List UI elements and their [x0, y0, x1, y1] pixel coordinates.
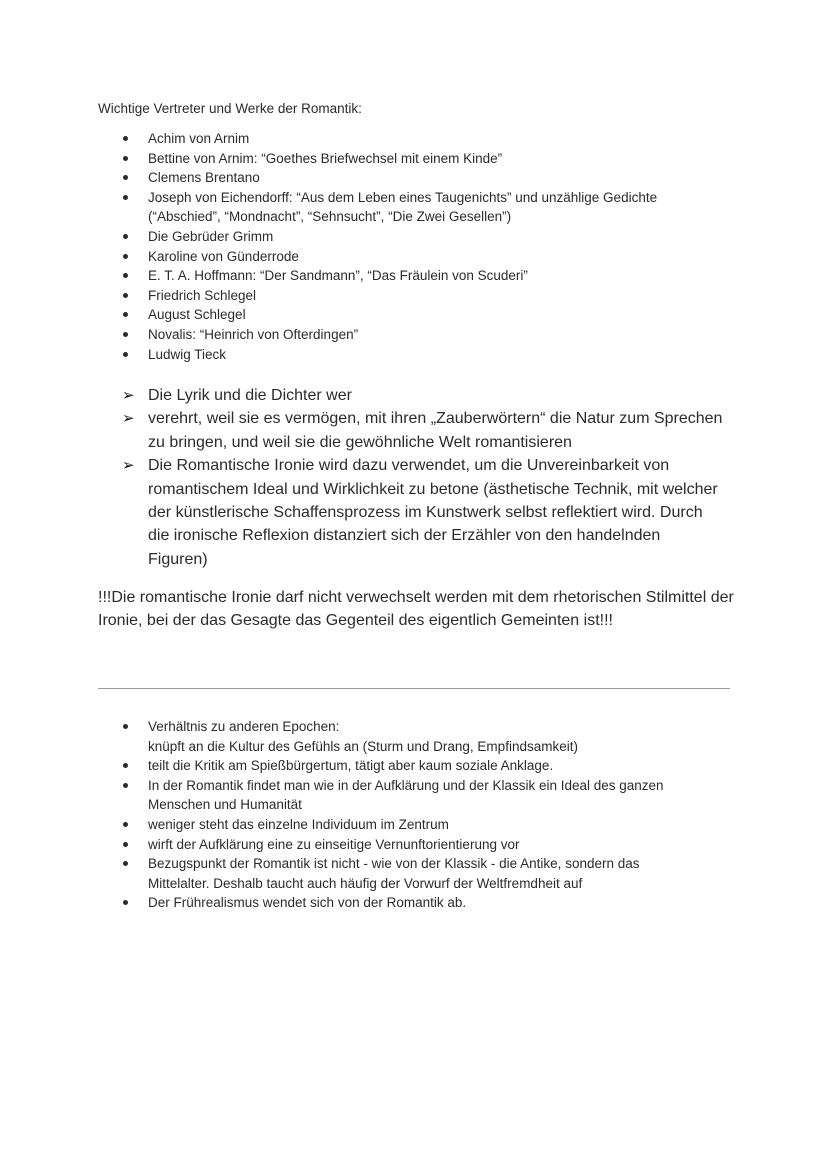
bullet-dot-icon — [123, 175, 128, 180]
list-item: August Schlegel — [0, 305, 828, 325]
list-item: Friedrich Schlegel — [0, 286, 828, 306]
list-item: Clemens Brentano — [0, 168, 828, 188]
list-item: weniger steht das einzelne Individuum im Zentrum — [0, 815, 828, 835]
arrow-list-item: ➢ Die Romantische Ironie wird dazu verwendet, um die Unvereinbarkeit von romantischem Ideal und Wirklichkeit zu betone (ästhetische Technik, mit welcher der künstlerische Schaffensprozess im Kunstwerk selbst reflektiert wird. Durch die ironische Reflexion distanziert sich der Erzähler von den handelnden Figuren) — [122, 457, 718, 568]
bullet-dot-icon — [123, 273, 128, 278]
bullet-dot-icon — [123, 156, 128, 161]
list-item: Ludwig Tieck — [0, 345, 828, 365]
bullet-dot-icon — [123, 293, 128, 298]
bullet-dot-icon — [123, 763, 128, 768]
list-item: E. T. A. Hoffmann: “Der Sandmann”, “Das Fräulein von Scuderi” — [0, 266, 828, 286]
arrow-right-icon: ➢ — [122, 410, 135, 428]
epochs-list — [0, 717, 828, 913]
list-item: Achim von Arnim — [0, 129, 828, 149]
bullet-dot-icon — [123, 900, 128, 905]
list-item: teilt die Kritik am Spießbürgertum, tätigt aber kaum soziale Anklage. — [0, 756, 828, 776]
arrow-list-item: ➢ Die Lyrik und die Dichter wer — [122, 387, 352, 404]
list-item: Karoline von Günderrode — [0, 247, 828, 267]
arrow-point-list — [0, 384, 828, 571]
list-item — [0, 717, 828, 756]
bullet-dot-icon — [123, 312, 128, 317]
bullet-dot-icon — [123, 783, 128, 788]
bullet-dot-icon — [123, 861, 128, 866]
list-item: Bezugspunkt der Romantik ist nicht - wie von der Klassik - die Antike, sondern das Mittelalter. Deshalb taucht auch häufig der Vorwurf der Weltfremdheit auf — [0, 854, 828, 893]
bullet-dot-icon — [123, 234, 128, 239]
epochs-label: Verhältnis zu anderen Epochen: — [148, 719, 340, 734]
bullet-dot-icon — [123, 195, 128, 200]
bullet-dot-icon — [123, 254, 128, 259]
authors-list — [0, 129, 828, 364]
list-item: Novalis: “Heinrich von Ofterdingen” — [0, 325, 828, 345]
bullet-dot-icon — [123, 332, 128, 337]
section-heading: Wichtige Vertreter und Werke der Romantik: — [98, 101, 362, 116]
list-item: In der Romantik findet man wie in der Aufklärung und der Klassik ein Ideal des ganzen Menschen und Humanität — [0, 776, 828, 815]
list-item: wirft der Aufklärung eine zu einseitige Vernunftorientierung vor — [0, 835, 828, 855]
bullet-dot-icon — [123, 842, 128, 847]
bullet-dot-icon — [123, 352, 128, 357]
list-item: Joseph von Eichendorff: “Aus dem Leben eines Taugenichts” und unzählige Gedichte (“Abschied”, “Mondnacht”, “Sehnsucht”, “Die Zwei Gesellen”) — [0, 188, 828, 227]
arrow-right-icon: ➢ — [122, 457, 135, 475]
bullet-dot-icon — [123, 822, 128, 827]
list-item: Die Gebrüder Grimm — [0, 227, 828, 247]
bullet-dot-icon — [123, 136, 128, 141]
arrow-list-item: ➢ verehrt, weil sie es vermögen, mit ihren „Zauberwörtern“ die Natur zum Sprechen zu bringen, und weil sie die gewöhnliche Welt romantisieren — [122, 410, 723, 451]
list-item: Der Frührealismus wendet sich von der Romantik ab. — [0, 893, 828, 913]
arrow-right-icon: ➢ — [122, 387, 135, 404]
list-item: Bettine von Arnim: “Goethes Briefwechsel mit einem Kinde” — [0, 149, 828, 169]
horizontal-divider — [98, 688, 730, 689]
bullet-dot-icon — [123, 724, 128, 729]
irony-note: !!!Die romantische Ironie darf nicht verwechselt werden mit dem rhetorischen Stilmittel der Ironie, bei der das Gesagte das Gegenteil des eigentlich Gemeinten ist!!! — [98, 589, 734, 630]
epochs-detail: knüpft an die Kultur des Gefühls an (Sturm und Drang, Empfindsamkeit) — [148, 738, 578, 754]
